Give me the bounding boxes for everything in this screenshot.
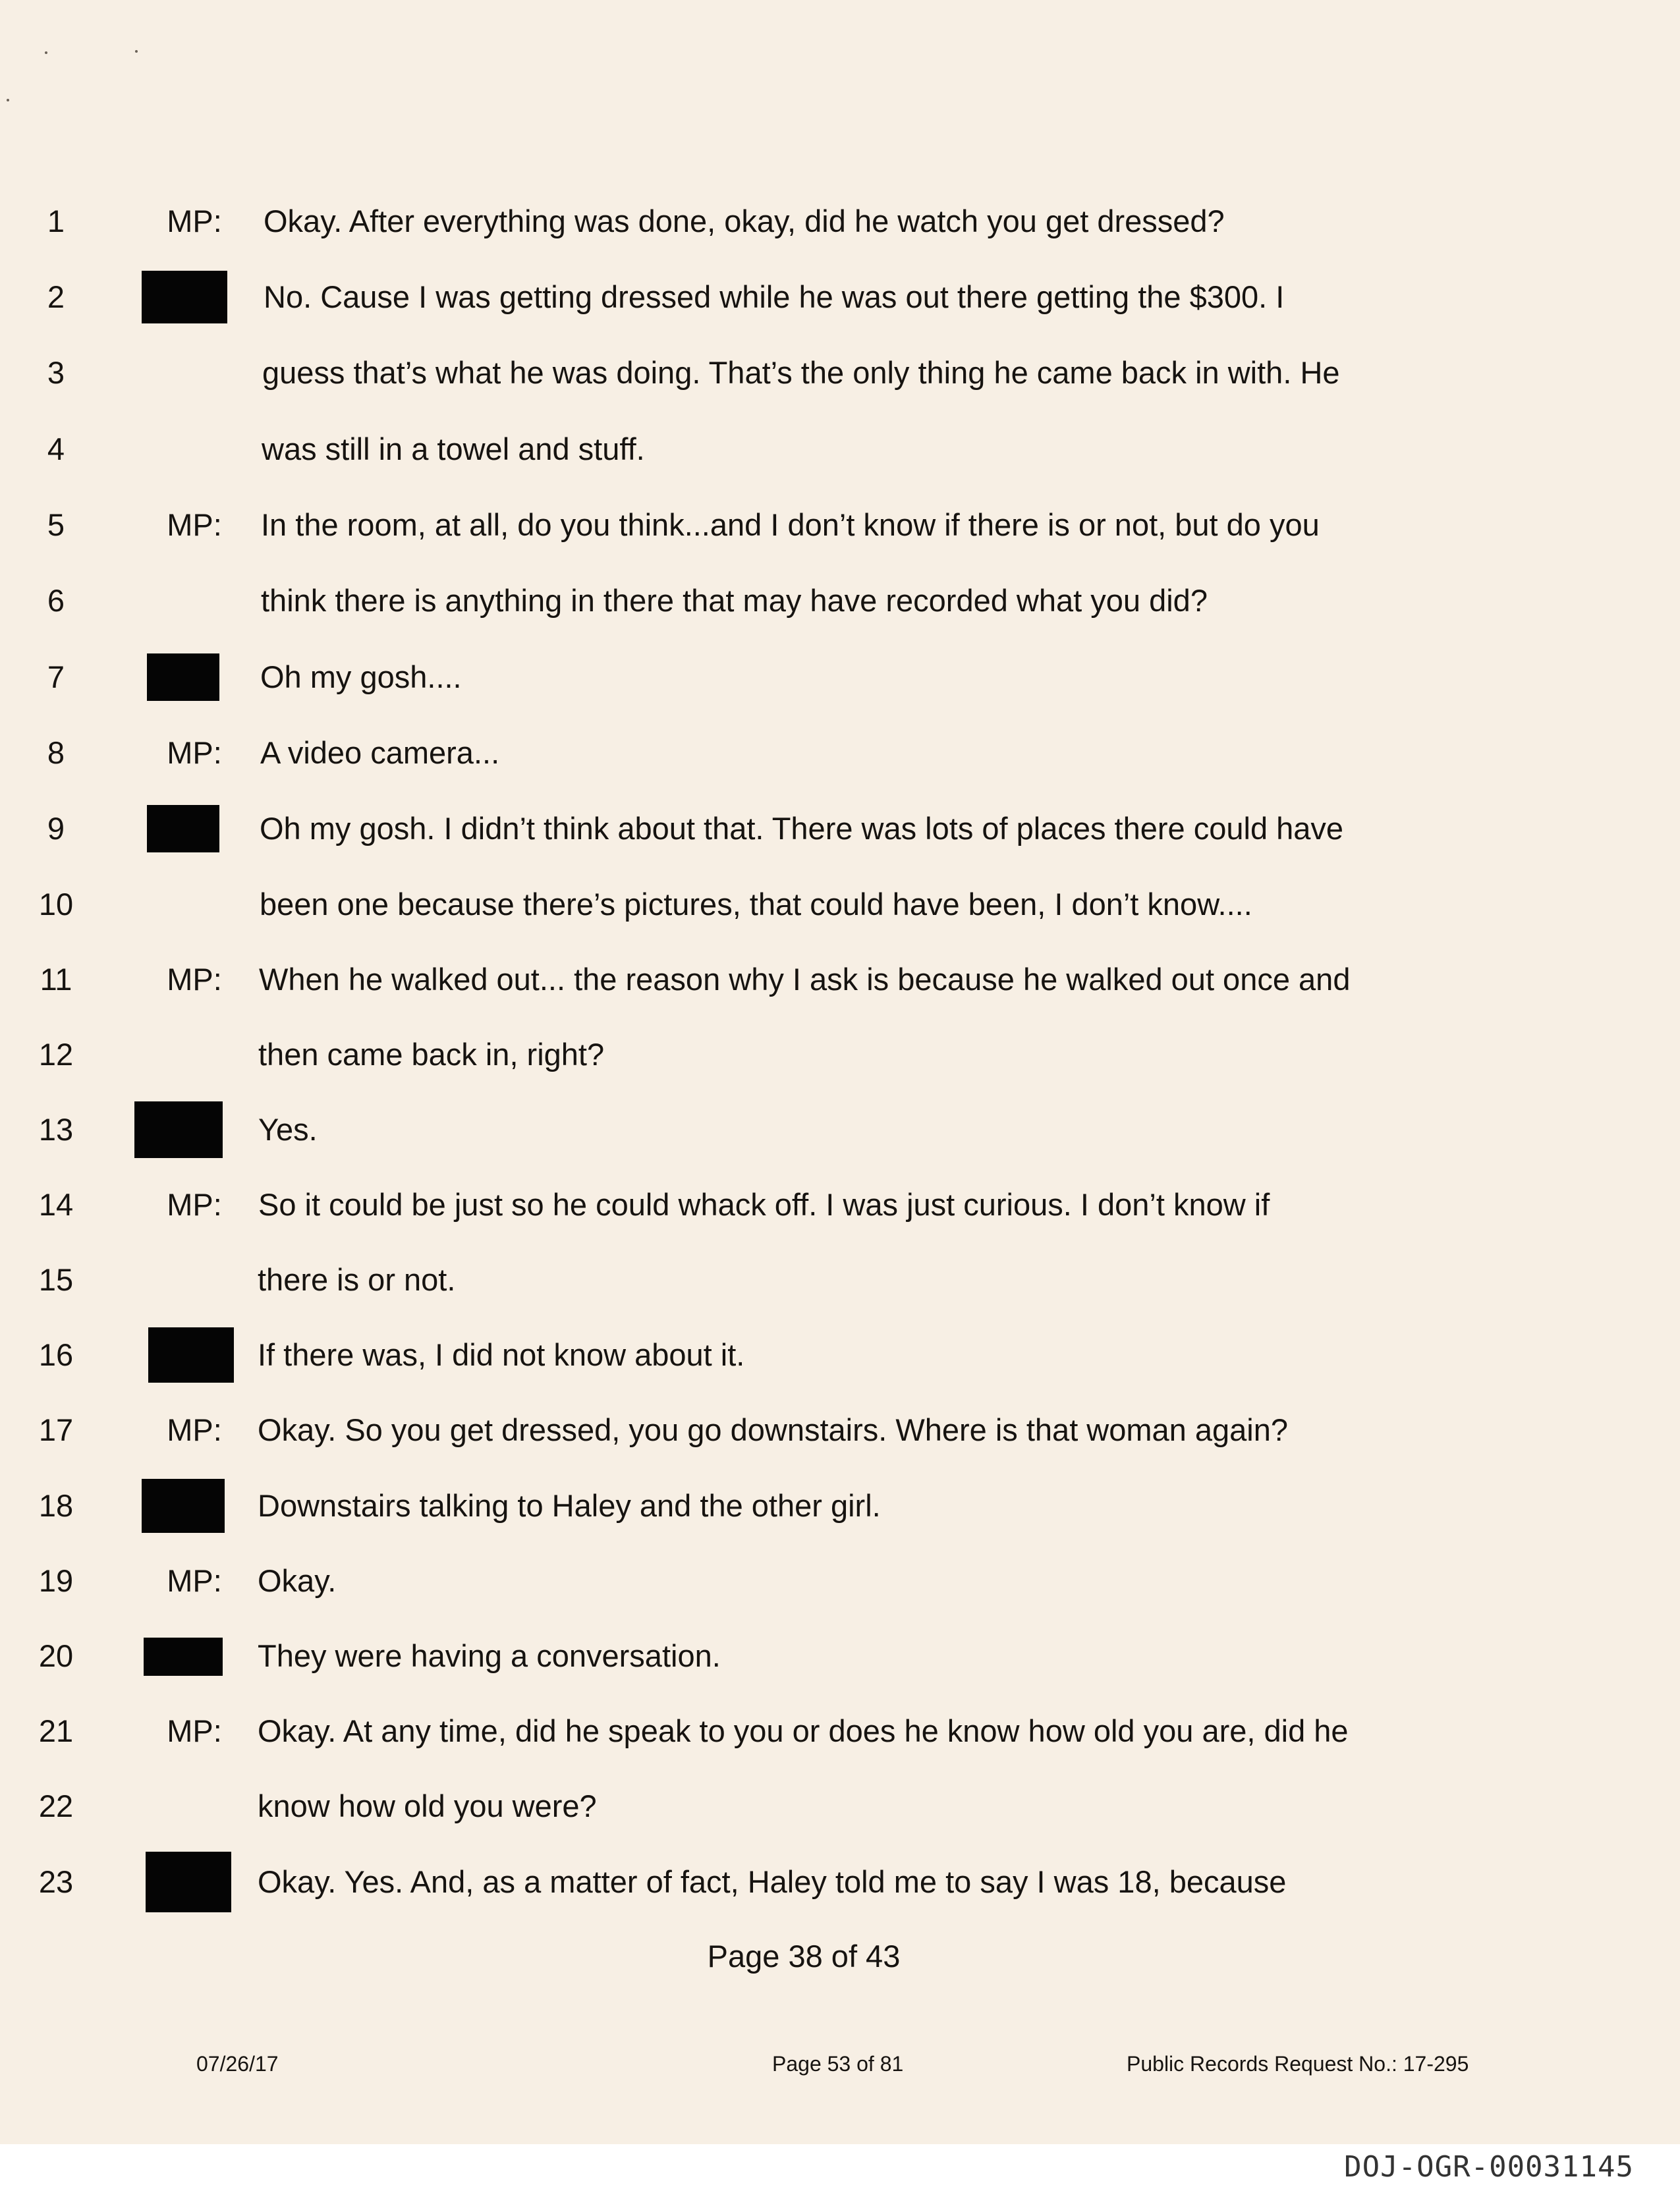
transcript-line xyxy=(0,1856,1680,1908)
line-text: Okay. Yes. And, as a matter of fact, Haley told me to say I was 18, because xyxy=(258,1864,1287,1899)
redaction-block xyxy=(148,1327,234,1383)
transcript-line xyxy=(0,1480,1680,1532)
line-text: A video camera... xyxy=(260,735,500,770)
line-number: 13 xyxy=(38,1112,74,1147)
transcript-line xyxy=(0,1404,1680,1456)
line-number: 3 xyxy=(47,355,65,390)
line-number: 17 xyxy=(38,1412,74,1447)
redaction-block xyxy=(147,805,219,852)
line-text: then came back in, right? xyxy=(258,1037,605,1072)
line-number: 14 xyxy=(38,1187,74,1222)
line-number: 18 xyxy=(38,1488,74,1523)
speaker-label: MP: xyxy=(167,204,222,238)
line-number: 19 xyxy=(38,1563,74,1598)
transcript-line xyxy=(0,727,1680,779)
line-number: 11 xyxy=(40,962,72,997)
transcript-line xyxy=(0,195,1680,248)
redaction-block xyxy=(144,1638,223,1676)
redaction-block xyxy=(147,653,219,701)
transcript-line xyxy=(0,1254,1680,1306)
speaker-label: MP: xyxy=(167,1563,222,1598)
transcript-line xyxy=(0,1103,1680,1156)
line-text: guess that’s what he was doing. That’s the only thing he came back in with. He xyxy=(262,355,1340,390)
line-number: 15 xyxy=(38,1262,74,1297)
page-number-label: Page 38 of 43 xyxy=(707,1939,901,1974)
line-number: 5 xyxy=(47,507,65,542)
transcript-line xyxy=(0,878,1680,931)
speaker-label: MP: xyxy=(167,962,222,997)
transcript-line xyxy=(0,1329,1680,1381)
line-number: 20 xyxy=(38,1638,74,1673)
line-number: 7 xyxy=(47,659,65,694)
footer-request-number: Public Records Request No.: 17-295 xyxy=(1127,2052,1469,2076)
line-text: know how old you were? xyxy=(258,1788,597,1823)
line-number: 10 xyxy=(38,887,74,922)
speaker-label: MP: xyxy=(167,1412,222,1447)
speaker-label: MP: xyxy=(167,1713,222,1748)
transcript-line xyxy=(0,802,1680,855)
line-text: there is or not. xyxy=(258,1262,456,1297)
line-text: No. Cause I was getting dressed while he was out there getting the $300. I xyxy=(264,279,1285,314)
line-text: Oh my gosh. I didn’t think about that. There was lots of places there could have xyxy=(260,811,1344,846)
transcript-line xyxy=(0,423,1680,476)
speaker-label: MP: xyxy=(167,735,222,770)
transcript-line xyxy=(0,1028,1680,1081)
line-number: 21 xyxy=(38,1713,74,1748)
line-text: So it could be just so he could whack off. I was just curious. I don’t know if xyxy=(258,1187,1270,1222)
transcript-line xyxy=(0,271,1680,323)
transcript-line xyxy=(0,1630,1680,1682)
redaction-block xyxy=(142,1479,225,1533)
speaker-label: MP: xyxy=(167,507,222,542)
bates-number: DOJ-OGR-00031145 xyxy=(1344,2150,1634,2184)
footer-page-count: Page 53 of 81 xyxy=(772,2052,904,2076)
transcript-line xyxy=(0,1555,1680,1607)
line-text: When he walked out... the reason why I ask is because he walked out once and xyxy=(259,962,1351,997)
line-text: Downstairs talking to Haley and the other girl. xyxy=(258,1488,881,1523)
line-number: 4 xyxy=(47,431,65,466)
transcript-line xyxy=(0,1780,1680,1833)
line-number: 1 xyxy=(47,204,65,238)
transcript-line xyxy=(0,499,1680,551)
line-number: 16 xyxy=(38,1337,74,1372)
line-text: was still in a towel and stuff. xyxy=(262,431,645,466)
redaction-block xyxy=(146,1852,231,1912)
transcript-line xyxy=(0,1705,1680,1758)
redaction-block xyxy=(142,271,227,323)
line-number: 22 xyxy=(38,1788,74,1823)
footer-date: 07/26/17 xyxy=(196,2052,279,2076)
line-text: Okay. xyxy=(258,1563,337,1598)
line-number: 6 xyxy=(47,583,65,618)
line-number: 9 xyxy=(47,811,65,846)
line-text: If there was, I did not know about it. xyxy=(258,1337,745,1372)
transcript-line xyxy=(0,346,1680,399)
redaction-block xyxy=(134,1101,223,1158)
line-number: 12 xyxy=(38,1037,74,1072)
transcript-line xyxy=(0,1178,1680,1231)
speaker-label: MP: xyxy=(167,1187,222,1222)
transcript-line xyxy=(0,953,1680,1006)
line-number: 8 xyxy=(47,735,65,770)
transcript-line xyxy=(0,574,1680,627)
line-text: In the room, at all, do you think...and I don’t know if there is or not, but do you xyxy=(261,507,1320,542)
line-text: been one because there’s pictures, that could have been, I don’t know.... xyxy=(260,887,1252,922)
line-text: Okay. So you get dressed, you go downstairs. Where is that woman again? xyxy=(258,1412,1289,1447)
line-text: Okay. At any time, did he speak to you or does he know how old you are, did he xyxy=(258,1713,1349,1748)
line-text: Okay. After everything was done, okay, did he watch you get dressed? xyxy=(264,204,1225,238)
line-text: Yes. xyxy=(258,1112,318,1147)
line-text: They were having a conversation. xyxy=(258,1638,721,1673)
transcript-line xyxy=(0,651,1680,704)
line-text: think there is anything in there that may have recorded what you did? xyxy=(261,583,1208,618)
line-number: 23 xyxy=(38,1864,74,1899)
line-text: Oh my gosh.... xyxy=(260,659,462,694)
line-number: 2 xyxy=(47,279,65,314)
